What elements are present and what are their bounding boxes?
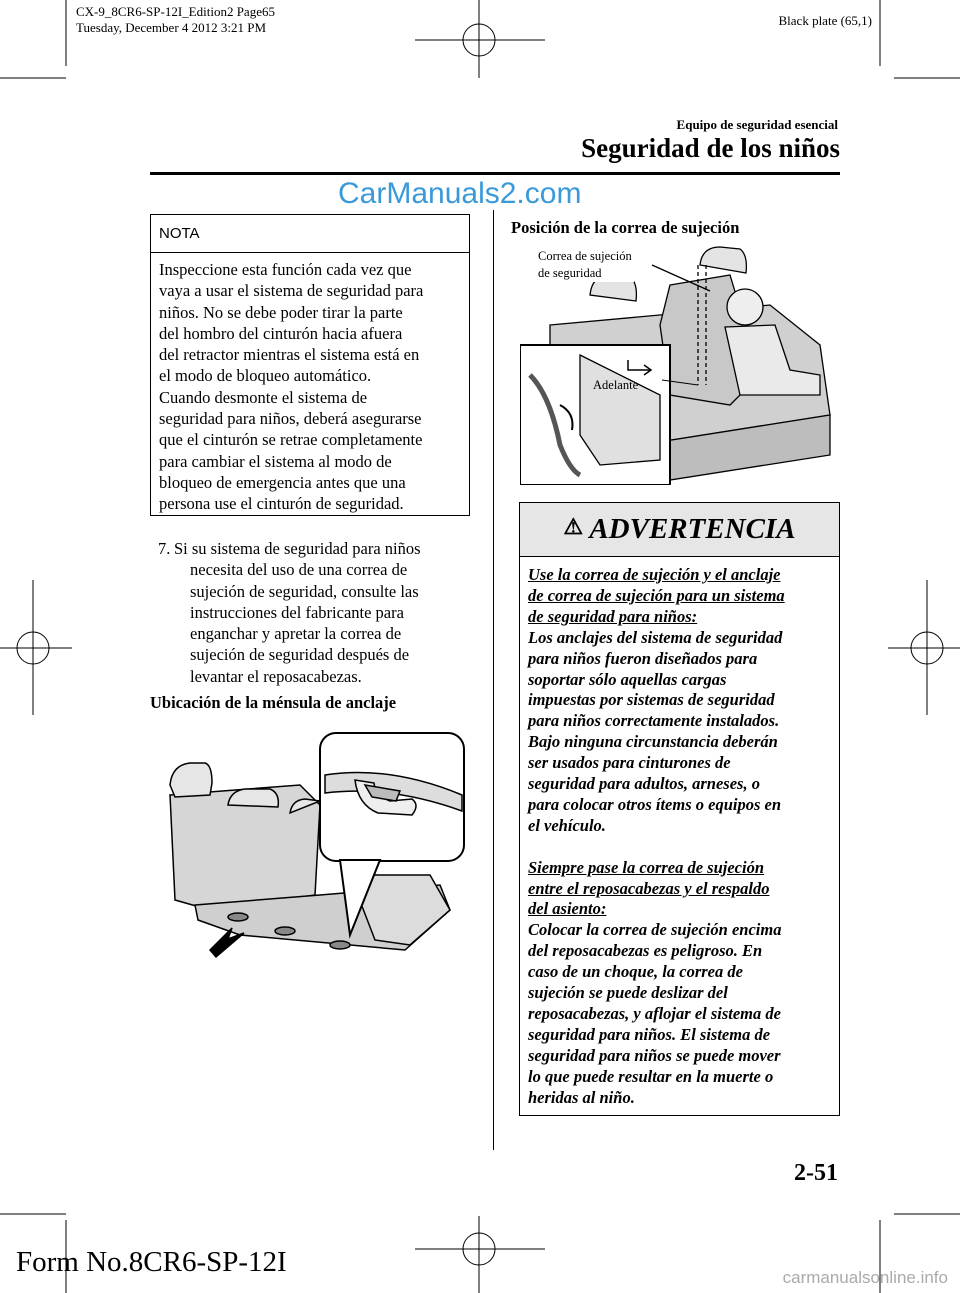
warning-line: seguridad para niños se puede mover	[528, 1045, 781, 1065]
note-line: para cambiar el sistema al modo de	[159, 451, 392, 471]
warning-line: Colocar la correa de sujeción encima	[528, 920, 782, 940]
warning-triangle-icon: ⚠	[563, 514, 584, 539]
warning-underlined-line: entre el reposacabezas y el respaldo	[528, 878, 770, 898]
warning-line: el vehículo.	[528, 815, 606, 835]
warning-underlined-line: Siempre pase la correa de sujeción	[528, 857, 765, 877]
page-title: Seguridad de los niños	[581, 133, 840, 163]
warning-line: caso de un choque, la correa de	[528, 962, 743, 982]
step-line: Si su sistema de seguridad para niños	[174, 539, 421, 558]
note-line: niños. No se debe poder tirar la parte	[159, 302, 403, 322]
warning-line: ser usados para cinturones de	[528, 753, 731, 773]
warning-underlined-line: del asiento:	[528, 899, 607, 919]
warning-line: Los anclajes del sistema de seguridad	[528, 627, 783, 647]
note-line: bloqueo de emergencia antes que una	[159, 472, 406, 492]
note-line: vaya a usar el sistema de seguridad para	[159, 281, 424, 301]
site-watermark: carmanualsonline.info	[782, 1268, 948, 1287]
step-line: levantar el reposacabezas.	[190, 666, 362, 686]
note-line: Inspeccione esta función cada vez que	[159, 260, 412, 279]
note-line: Cuando desmonte el sistema de	[159, 387, 368, 407]
warning-line: heridas al niño.	[528, 1087, 635, 1107]
print-meta-line-2: Tuesday, December 4 2012 3:21 PM	[76, 20, 267, 35]
page-number: 2-51	[794, 1160, 838, 1186]
warning-line: para niños fueron diseñados para	[528, 648, 758, 668]
step-number: 7.	[158, 539, 171, 558]
print-meta-line-1: CX-9_8CR6-SP-12I_Edition2 Page65	[76, 4, 275, 19]
warning-line: seguridad para niños. El sistema de	[528, 1024, 771, 1044]
column-divider	[493, 210, 494, 1150]
warning-line: Bajo ninguna circunstancia deberán	[528, 732, 778, 752]
print-meta-right: Black plate (65,1)	[778, 13, 872, 28]
note-body	[151, 253, 469, 515]
header-rule	[150, 172, 840, 175]
strap-callout-label	[536, 248, 634, 282]
note-line: persona use el cinturón de seguridad.	[159, 494, 404, 514]
warning-line: sujeción se puede deslizar del	[528, 983, 728, 1003]
warning-line: lo que puede resultar en la muerte o	[528, 1066, 774, 1086]
watermark: CarManuals2.com	[338, 177, 582, 210]
form-number: Form No.8CR6-SP-12I	[16, 1246, 287, 1278]
strap-label-line-2: de seguridad	[538, 266, 602, 280]
warning-line: del reposacabezas es peligroso. En	[528, 941, 763, 961]
note-heading: NOTA	[151, 215, 469, 253]
warning-box	[519, 502, 840, 1116]
forward-label: Adelante	[593, 378, 639, 392]
note-box	[150, 214, 470, 516]
note-line: que el cinturón se retrae completamente	[159, 430, 423, 450]
step-line: necesita del uso de una correa de	[190, 560, 408, 580]
step-line: enganchar y apretar la correa de	[190, 624, 402, 644]
warning-line: seguridad para adultos, arneses, o	[528, 774, 760, 794]
strap-position-heading: Posición de la correa de sujeción	[511, 218, 740, 237]
warning-line: soportar sólo aquellas cargas	[528, 669, 727, 689]
note-line: seguridad para niños, deberá asegurarse	[159, 409, 422, 429]
step-line: sujeción de seguridad después de	[190, 645, 410, 665]
strap-label-line-1: Correa de sujeción	[538, 249, 632, 263]
step-line: instrucciones del fabricante para	[190, 602, 404, 622]
warning-body	[520, 557, 839, 1109]
note-line: del hombro del cinturón hacia afuera	[159, 323, 403, 343]
warning-line: impuestas por sistemas de seguridad	[528, 690, 775, 710]
warning-heading	[520, 503, 839, 557]
step-line: sujeción de seguridad, consulte las	[190, 581, 419, 601]
warning-underlined-line: de correa de sujeción para un sistema	[528, 585, 785, 605]
warning-title: ADVERTENCIA	[589, 513, 796, 545]
note-line: el modo de bloqueo automático.	[159, 366, 372, 386]
warning-line: reposacabezas, y aflojar el sistema de	[528, 1004, 781, 1024]
warning-underlined-line: Use la correa de sujeción y el anclaje	[528, 565, 781, 584]
bracket-location-heading: Ubicación de la ménsula de anclaje	[150, 693, 397, 712]
note-line: del retractor mientras el sistema está en	[159, 345, 420, 365]
anchor-bracket-illustration	[150, 725, 470, 965]
print-meta-left	[76, 4, 275, 36]
warning-line: para colocar otros ítems o equipos en	[528, 794, 782, 814]
section-header: Equipo de seguridad esencial	[676, 117, 838, 132]
warning-line: para niños correctamente instalados.	[528, 711, 780, 731]
warning-underlined-line: de seguridad para niños:	[528, 606, 698, 626]
step-7	[158, 538, 478, 687]
